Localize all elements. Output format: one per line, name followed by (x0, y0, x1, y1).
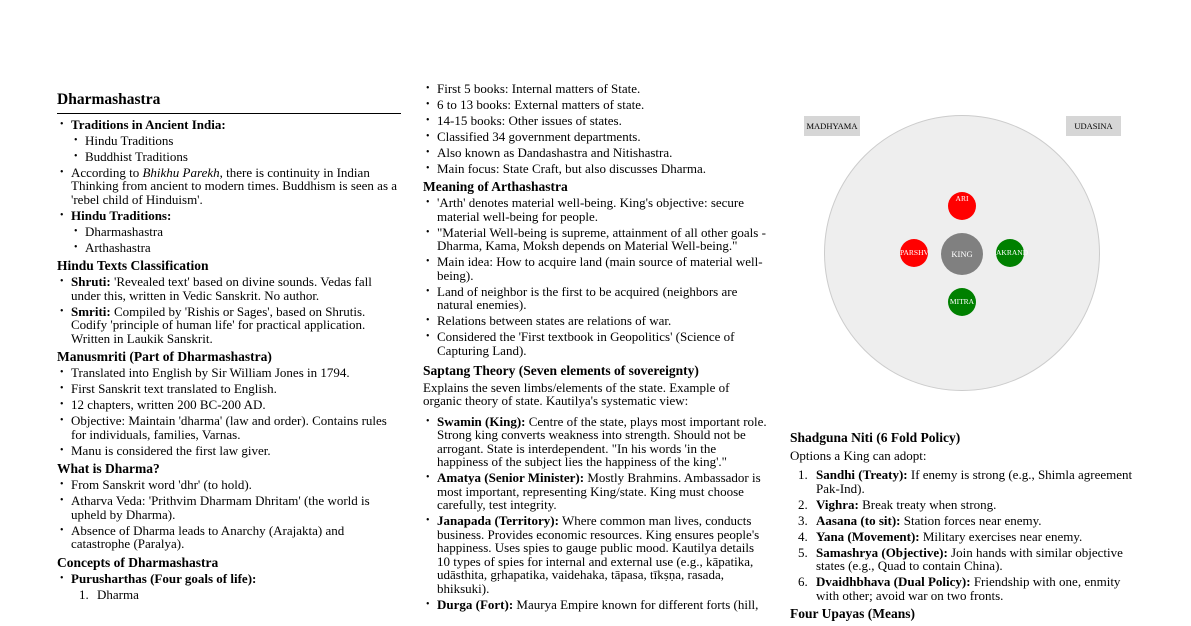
item-number: 3. (798, 512, 808, 528)
term-label: Durga (Fort): (437, 596, 514, 612)
dharma-list (57, 478, 401, 551)
term-label: Shruti: (71, 274, 111, 289)
text-span: Dharma (97, 586, 139, 602)
ari-node: ARI (948, 192, 976, 220)
section-heading: Shadguna Niti (6 Fold Policy) (790, 430, 961, 445)
list-item: • Main focus: State Craft, but also discusses Dharma. (423, 162, 769, 176)
list-item (423, 471, 769, 512)
books-list (423, 82, 769, 176)
meaning-list (423, 196, 769, 357)
section-heading: Saptang Theory (Seven elements of sovereignty) (423, 363, 699, 378)
text-span: Where common man lives, conducts business. Provides economic resources. King ensures people's happiness. Uses spies to gauge public mood. Kautilya details 10 types of spies for internal and external use (e.g., kāpatika, udāsthita, gṛhapatika, vaidehaka, tāpasa, tīkṣṇa, rasada, bhiksuki). (437, 513, 760, 596)
list-item (423, 415, 769, 469)
term-label: Smriti: (71, 303, 111, 319)
item-number: 5. (798, 544, 808, 560)
list-item: • 'Arth' denotes material well-being. King's objective: secure material well-being for people. (423, 196, 769, 223)
list-item: • First Sanskrit text translated to English. (57, 382, 401, 396)
item-number: 1. (79, 586, 89, 602)
column-dharmashastra (57, 93, 401, 601)
item-number: 6. (798, 574, 808, 589)
term-label: Vighra: (816, 496, 859, 512)
list-item (57, 118, 401, 164)
list-item: • Classified 34 government departments. (423, 130, 769, 144)
column-foreign-policy (790, 431, 1135, 621)
text-span: 'Revealed text' based on divine sounds. Vedas fall under this, written in Vedic Sanskrit. No author. (71, 274, 372, 303)
section-heading: Concepts of Dharmashastra (57, 554, 219, 570)
policies-list (790, 468, 1135, 602)
list-item (790, 498, 1135, 512)
term-label: Janapada (Territory): (437, 513, 559, 528)
list-item: • Considered the 'First textbook in Geopolitics' (Science of Capturing Land). (423, 330, 769, 357)
item-number: 2. (798, 496, 808, 512)
term-label: Aasana (to sit): (816, 512, 901, 528)
text-span: According to (71, 164, 143, 180)
section-heading: What is Dharma? (57, 461, 160, 476)
list-item: • Atharva Veda: 'Prithvim Dharmam Dhritam' (the world is upheld by Dharma). (57, 494, 401, 521)
mandala-diagram (790, 112, 1135, 396)
term-label: Amatya (Senior Minister): (437, 470, 585, 485)
list-item: • Translated into English by Sir William Jones in 1794. (57, 366, 401, 380)
list-item: • Manu is considered the first law giver. (57, 444, 401, 458)
list-item: • 14-15 books: Other issues of states. (423, 114, 769, 128)
udasina-label: UDASINA (1066, 116, 1121, 136)
term-label: Samashrya (Objective): (816, 544, 948, 560)
mitra-node: MITRA (948, 288, 976, 316)
term-label: Sandhi (Treaty): (816, 467, 908, 482)
parshv-node: PARSHV (900, 239, 928, 267)
madhyama-label: MADHYAMA (804, 116, 860, 136)
author-name: Bhikhu Parekh (142, 164, 220, 180)
text-span: Break treaty when strong. (858, 496, 997, 512)
list-item (790, 530, 1135, 544)
list-item (790, 514, 1135, 528)
text-span: Compiled by 'Rishis or Sages', based on Shrutis. Codify 'principle of human life' for practical application. Written in Laukik Sanskrit. (71, 303, 366, 346)
list-item (57, 209, 401, 255)
list-item: • Arthashastra (71, 241, 401, 255)
traditions-list (57, 118, 401, 255)
list-item: • Objective: Maintain 'dharma' (law and order). Contains rules for individuals, families, Varnas. (57, 414, 401, 441)
king-node: KING (941, 233, 983, 275)
page-title: Dharmashastra (57, 93, 401, 114)
list-item (57, 572, 401, 602)
section-heading: Hindu Texts Classification (57, 258, 209, 273)
list-item (57, 305, 401, 346)
term-label: Dvaidhbhava (Dual Policy): (816, 574, 971, 589)
column-arthashastra (423, 79, 769, 611)
list-item: • Dharmashastra (71, 225, 401, 239)
list-item (423, 598, 769, 612)
purusharthas-heading: Purusharthas (Four goals of life): (71, 570, 257, 586)
traditions-heading: Traditions in Ancient India: (71, 116, 226, 132)
text-span: If enemy is strong (e.g., Shimla agreement Pak-Ind). (816, 467, 1133, 496)
list-item: • "Material Well-being is supreme, attainment of all other goals - Dharma, Kama, Moksh depends on Material Well-being." (423, 226, 769, 253)
term-label: Swamin (King): (437, 413, 526, 429)
concepts-list (57, 572, 401, 602)
shadguna-intro: Options a King can adopt: (790, 447, 927, 463)
list-item: • First 5 books: Internal matters of State. (423, 82, 769, 96)
list-item: • 6 to 13 books: External matters of state. (423, 98, 769, 112)
akrand-node: AKRAND (996, 239, 1024, 267)
section-heading: Manusmriti (Part of Dharmashastra) (57, 349, 272, 364)
text-span: Join hands with similar objective states (e.g., Quad to contain China). (816, 544, 1123, 573)
term-label: Yana (Movement): (816, 528, 920, 544)
traditions-sublist (71, 134, 401, 164)
list-item (790, 575, 1135, 602)
list-item (57, 275, 401, 302)
item-number: 4. (798, 528, 808, 544)
list-item: • 12 chapters, written 200 BC-200 AD. (57, 398, 401, 412)
list-item: • Relations between states are relations of war. (423, 314, 769, 328)
list-item: • From Sanskrit word 'dhr' (to hold). (57, 478, 401, 492)
list-item (423, 514, 769, 595)
list-item: • Absence of Dharma leads to Anarchy (Arajakta) and catastrophe (Paralya). (57, 524, 401, 551)
text-span: Station forces near enemy. (900, 512, 1042, 528)
texts-list (57, 275, 401, 345)
section-heading: Meaning of Arthashastra (423, 179, 568, 194)
text-span: Friendship with one, enmity with other; avoid war on two fronts. (816, 574, 1121, 603)
list-item: • Buddhist Traditions (71, 150, 401, 164)
list-item: • Main idea: How to acquire land (main source of material well-being). (423, 255, 769, 282)
saptang-list (423, 415, 769, 612)
text-span: Maurya Empire known for different forts (hill, (513, 596, 759, 612)
saptang-intro: Explains the seven limbs/elements of the state. Example of organic theory of state. Kautilya's systematic view: (423, 379, 730, 408)
list-item: • Also known as Dandashastra and Nitishastra. (423, 146, 769, 160)
item-number: 1. (798, 467, 808, 482)
section-heading: Four Upayas (Means) (790, 606, 916, 621)
list-item: • Land of neighbor is the first to be acquired (neighbors are natural enemies). (423, 285, 769, 312)
list-item (57, 166, 401, 207)
text-span: Mostly Brahmins. Ambassador is most important, representing King/state. King must choose carefully, test integrity. (437, 470, 761, 512)
text-span: , there is continuity in Indian Thinking from ancient to modern times. Buddhism is seen as a 'rebel child of Hinduism'. (71, 164, 398, 207)
list-item (790, 546, 1135, 573)
hindu-sublist (71, 225, 401, 255)
list-item: • Hindu Traditions (71, 134, 401, 148)
hindu-traditions-heading: Hindu Traditions: (71, 207, 172, 223)
text-span: Centre of the state, plays most important role. Strong king converts weakness into strength. Should not be arrogant. State is interdependent. "In his words 'in the happiness of the subject lies the happiness of the king'." (437, 413, 767, 469)
text-span: Military exercises near enemy. (919, 528, 1083, 544)
list-item (790, 468, 1135, 495)
list-item (71, 588, 401, 602)
manusmriti-list (57, 366, 401, 457)
purusharthas-list (71, 588, 401, 602)
